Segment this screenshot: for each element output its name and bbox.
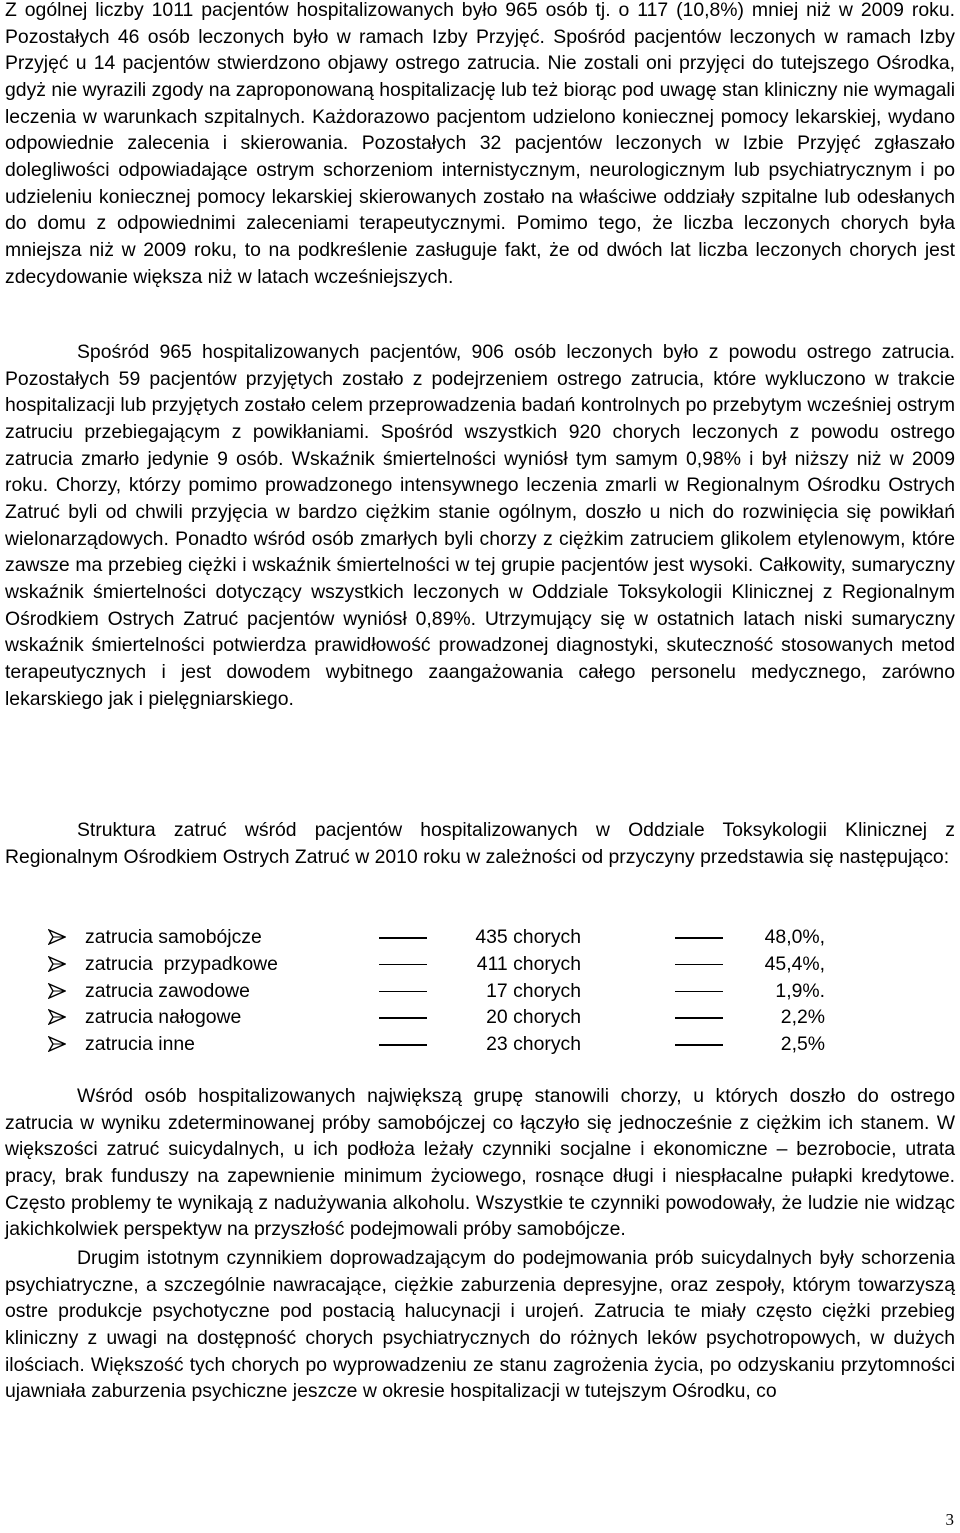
list-item	[5, 978, 955, 1005]
paragraph-patient-count: Z ogólnej liczby 1011 pacjentów hospitalizowanych było 965 osób tj. o 117 (10,8%) mniej niż w 2009 roku. Pozostałych 46 osób leczonych było w ramach Izby Przyjęć. Spośród pacjentów leczonych w ramach Izby Przyjęć u 14 pacjentów stwierdzono objawy ostrego zatrucia. Nie zostali oni przyjęci do tutejszego Ośrodka, gdyż nie wyrazili zgody na zaproponowaną hospitalizację lub też biorąc pod uwagę stan kliniczny nie wymagali leczenia w warunkach szpitalnych. Każdorazowo pacjentom udzielono koniecznej pomocy lekarskiej, wydano odpowiednie zalecenia i skierowania. Pozostałych 32 pacjentów leczonych w Izbie Przyjęć zgłaszało dolegliwości odpowiadające ostrym schorzeniom internistycznym, neurologicznym lub psychiatrycznym i po udzieleniu koniecznej pomocy lekarskiej skierowanych zostało na właściwe oddziały szpitalne lub odesłanych do domu z odpowiednimi zaleceniami terapeutycznymi. Pomimo tego, że liczba leczonych chorych była mniejsza niż w 2009 roku, to na podkreślenie zasługuje fakt, że od dwóch lat liczba leczonych chorych jest zdecydowanie większa niż w latach wcześniejszych.	[5, 0, 955, 288]
poisoning-structure-list	[5, 924, 955, 1058]
list-item	[5, 1004, 955, 1031]
dash	[379, 1017, 427, 1019]
list-item-count: 20 chorych	[486, 1006, 581, 1029]
dash	[379, 964, 427, 966]
dash	[675, 964, 723, 966]
arrow-bullet-icon	[48, 956, 66, 972]
list-item-label: zatrucia inne	[85, 1033, 195, 1056]
list-item-label: zatrucia samobójcze	[85, 926, 262, 948]
list-item-label: zatrucia przypadkowe	[85, 952, 278, 975]
arrow-bullet-icon	[48, 929, 66, 945]
arrow-bullet-icon	[48, 1009, 66, 1025]
list-item	[5, 951, 955, 978]
arrow-bullet-icon	[48, 1036, 66, 1052]
dash	[379, 1044, 427, 1046]
paragraph-psychiatric-disorders: Drugim istotnym czynnikiem doprowadzającym do podejmowania prób suicydalnych były schorzenia psychiatryczne, a szczególnie nawracające, ciężkie zaburzenia depresyjne, oraz zespoły, którym towarzyszą ostre produkcje psychotyczne pod postacią halucynacji i urojeń. Zatrucia te miały często ciężki przebieg kliniczny z uwagi na dostępność chorych psychiatrycznych do różnych leków psychotropowych, w dużych ilościach. Większość tych chorych po wyprowadzeniu ze stanu zagrożenia życia, po odzyskaniu przytomności ujawniała zaburzenia psychiczne jeszcze w okresie hospitalizacji w tutejszym Ośrodku, co	[5, 1247, 955, 1403]
list-item-count: 411 chorych	[476, 952, 581, 975]
list-item-percent: 2,2%	[780, 1006, 825, 1029]
list-item-percent: 48,0%,	[764, 926, 825, 948]
dash	[379, 937, 427, 939]
paragraph-suicidal-attempts: Wśród osób hospitalizowanych największą grupę stanowili chorzy, u których doszło do ostrego zatrucia w wyniku zdeterminowanej próby samobójczej co łączyło się jednocześnie z ciężkim ich stanem. W większości zatruć suicydalnych, u ich podłoża leżały czynniki socjalne i ekonomiczne – bezrobocie, utrata pracy, brak funduszy na zapewnienie minimum życiowego, rosnące długi i niespłacalne pułapki kredytowe. Często problemy te wynikają z nadużywania alkoholu. Wszystkie te czynniki powodowały, że ludzie nie widząc jakichkolwiek perspektyw na przyszłość podejmowali próby samobójcze.	[5, 1085, 955, 1241]
list-item-percent: 1,9%.	[775, 979, 825, 1002]
dash	[379, 991, 427, 993]
list-item-count: 17 chorych	[486, 979, 581, 1002]
list-item-percent: 2,5%	[780, 1033, 825, 1056]
page-number: 3	[945, 1510, 954, 1529]
paragraph-poisoning-structure-intro: Struktura zatruć wśród pacjentów hospitalizowanych w Oddziale Toksykologii Klinicznej z Regionalnym Ośrodkiem Ostrych Zatruć w 2010 roku w zależności od przyczyny przedstawia się następująco:	[5, 819, 955, 868]
list-item-percent: 45,4%,	[764, 952, 825, 975]
dash	[675, 1044, 723, 1046]
dash	[675, 937, 723, 939]
list-item-label: zatrucia zawodowe	[85, 979, 250, 1002]
list-item-count: 23 chorych	[486, 1033, 581, 1056]
list-item	[5, 1031, 955, 1058]
list-item	[5, 924, 955, 951]
dash	[675, 991, 723, 993]
list-item-count: 435 chorych	[475, 926, 581, 948]
paragraph-hospitalized-summary: Spośród 965 hospitalizowanych pacjentów, 906 osób leczonych było z powodu ostrego zatrucia. Pozostałych 59 pacjentów przyjętych zostało z podejrzeniem ostrego zatrucia, które wykluczono w trakcie hospitalizacji lub przyjętych zostało celem przeprowadzenia badań kontrolnych po przebytym wcześniej ostrym zatruciu przebiegającym z powikłaniami. Spośród wszystkich 920 chorych leczonych z powodu ostrego zatrucia zmarło jedynie 9 osób. Wskaźnik śmiertelności wyniósł tym samym 0,98% i był niższy niż w 2009 roku. Chorzy, którzy pomimo prowadzonego intensywnego leczenia zmarli w Regionalnym Ośrodku Ostrych Zatruć byli od chwili przyjęcia w bardzo ciężkim stanie ogólnym, doszło u nich do rozwinięcia się powikłań wielonarządowych. Ponadto wśród osób zmarłych byli chorzy z ciężkim zatruciem glikolem etylenowym, które zawsze ma przebieg ciężki i wskaźnik śmiertelności w tej grupie pacjentów jest wysoki. Całkowity, sumaryczny wskaźnik śmiertelności dotyczący wszystkich leczonych w Oddziale Toksykologii Klinicznej z Regionalnym Ośrodkiem Ostrych Zatruć pacjentów wyniósł 0,89%. Utrzymujący się w ostatnich latach niski sumaryczny wskaźnik śmiertelności potwierdza prawidłowość prowadzonej diagnostyki, skuteczność stosowanych metod terapeutycznych i jest dowodem wybitnego zaangażowania całego personelu medycznego, zarówno lekarskiego jak i pielęgniarskiego.	[5, 341, 955, 710]
dash	[675, 1017, 723, 1019]
list-item-label: zatrucia nałogowe	[85, 1006, 242, 1029]
arrow-bullet-icon	[48, 983, 66, 999]
